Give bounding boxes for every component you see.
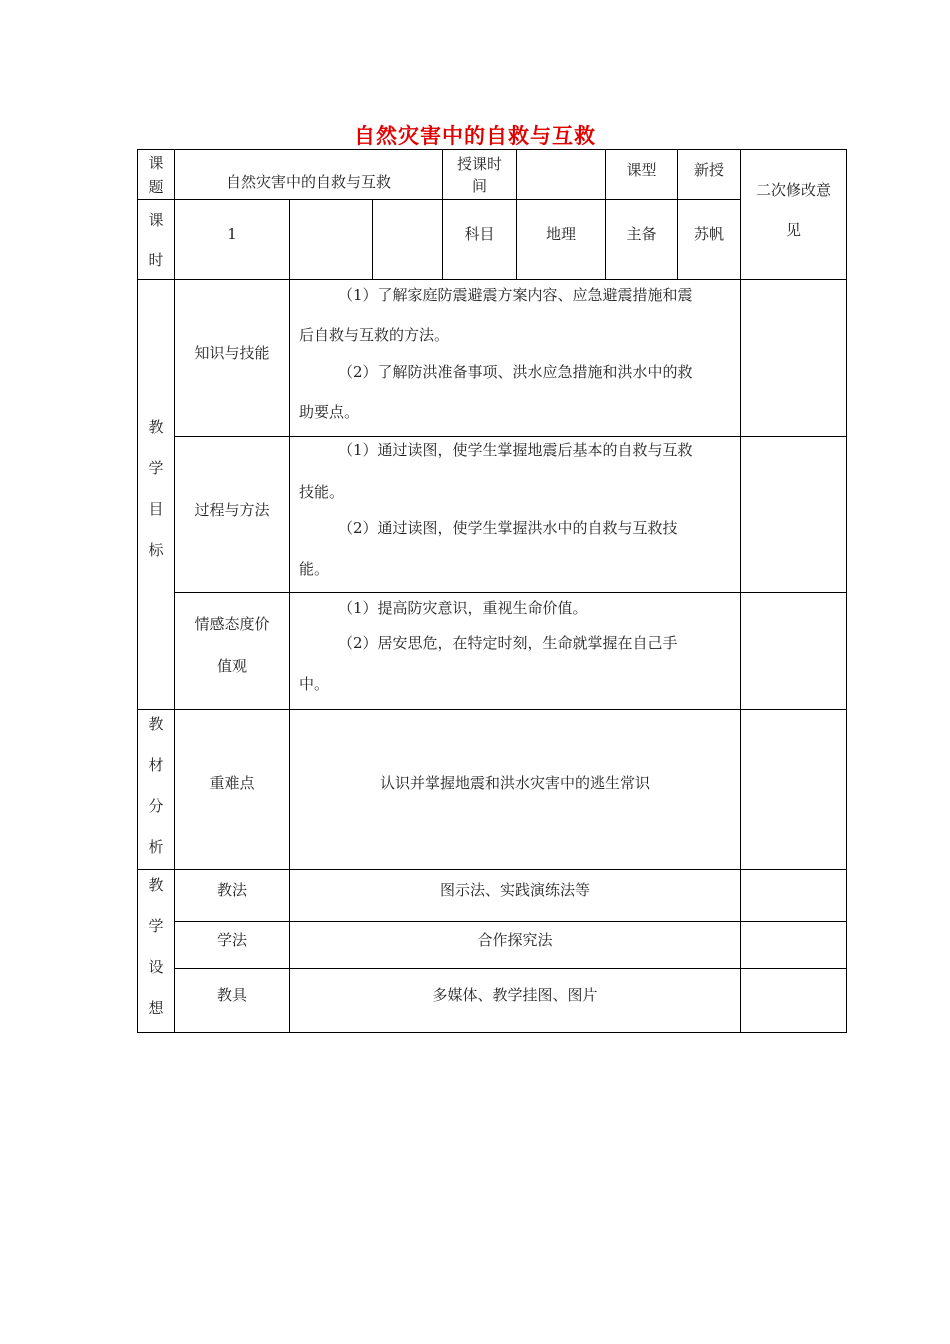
- period-value: 1: [227, 225, 237, 243]
- knowledge-label: 知识与技能: [194, 344, 270, 362]
- revision-label: 二次修改意 见: [755, 181, 831, 239]
- time-label: 授课时 间: [456, 154, 502, 195]
- lead-label: 主备: [626, 225, 657, 243]
- type-label: 课型: [626, 161, 657, 179]
- period-label: 课 时: [148, 210, 164, 269]
- subject-label: 科目: [464, 225, 495, 243]
- lead-value: 苏帆: [693, 225, 724, 243]
- process-content: （1）通过读图，使学生掌握地震后基本的自救与互救 技能。 （2）通过读图，使学生掌握洪水中的自救与互救技 能。: [299, 441, 693, 578]
- learning-method-label: 学法: [216, 931, 247, 949]
- topic-value: 自然灾害中的自救与互救: [225, 172, 391, 191]
- time-value: [517, 150, 605, 199]
- type-value: 新授: [693, 161, 724, 179]
- teaching-tools-value: 多媒体、教学挂图、图片: [432, 986, 598, 1004]
- teaching-tools-label: 教具: [216, 986, 247, 1004]
- key-difficulty-label: 重难点: [209, 774, 255, 792]
- key-difficulty-value: 认识并掌握地震和洪水灾害中的逃生常识: [379, 774, 650, 792]
- learning-method-value: 合作探究法: [477, 931, 553, 949]
- knowledge-content: （1）了解家庭防震避震方案内容、应急避震措施和震 后自救与互救的方法。 （2）了解防洪准备事项、洪水应急措施和洪水中的救 助要点。: [299, 286, 693, 421]
- topic-label: 课 题: [148, 153, 164, 196]
- empty-cell-a: [290, 200, 372, 279]
- subject-value: 地理: [545, 225, 576, 243]
- teaching-method-value: 图示法、实践演练法等: [439, 881, 590, 899]
- process-label: 过程与方法: [194, 501, 270, 519]
- page-title: 自然灾害中的自救与互救: [354, 123, 596, 148]
- empty-cell-b: [373, 200, 442, 279]
- teaching-method-label: 教法: [216, 881, 247, 899]
- emotion-content: （1）提高防灾意识，重视生命价值。 （2）居安思危，在特定时刻，生命就掌握在自己手 中。: [299, 599, 678, 693]
